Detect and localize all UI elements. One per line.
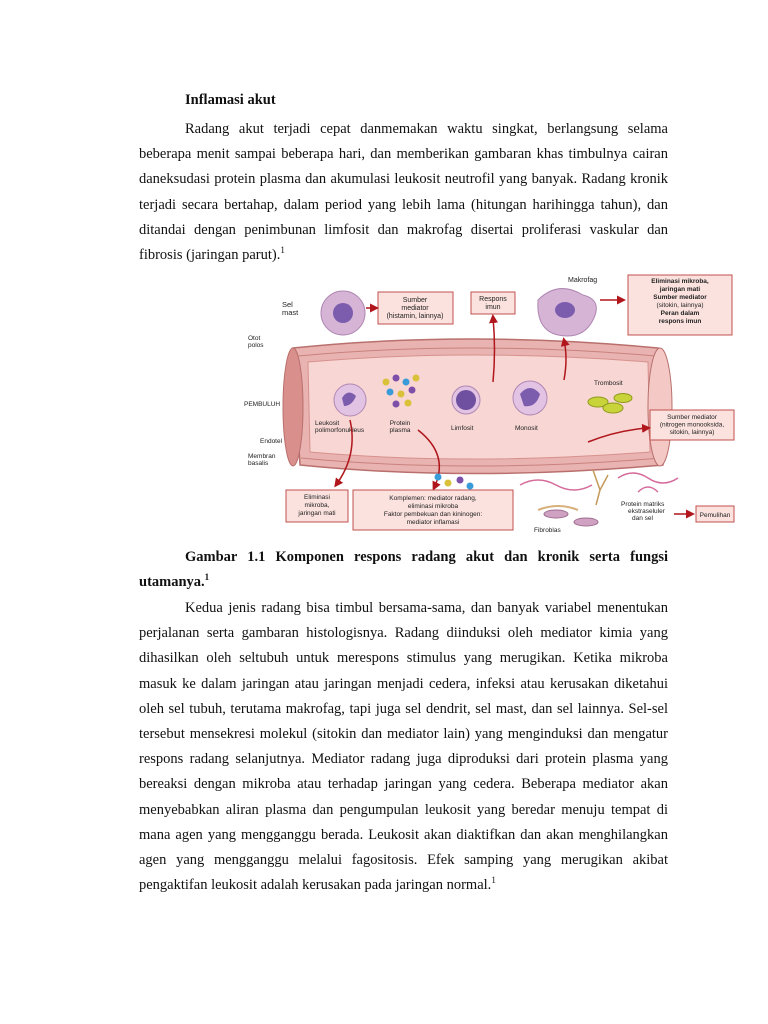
leukocyte-cell <box>334 384 366 416</box>
label-eliminasi-bottom-left: Eliminasi mikroba, jaringan mati <box>298 494 336 517</box>
label-pemulihan: Pemulihan <box>699 512 731 519</box>
label-fibroblas: Fibroblas <box>534 527 561 534</box>
paragraph-1 <box>139 117 668 268</box>
label-komplemen: Komplemen: mediator radang, eliminasi mikroba Faktor pembekuan dan kininogen: mediator inflamasi <box>383 495 483 526</box>
label-sumber-mediator-right: Sumber mediator (nitrogen monooksida, sitokin, lainnya) <box>659 414 725 436</box>
paragraph-2-citation: 1 <box>491 875 496 886</box>
label-pembuluh: PEMBULUH <box>244 401 281 408</box>
macrophage-cell <box>538 289 597 336</box>
label-trombosit: Trombosit <box>594 380 623 387</box>
label-protein-plasma: Protein plasma <box>389 420 411 434</box>
label-sumber-mediator-top: Sumber mediator (histamin, lainnya) <box>386 297 444 320</box>
mast-cell <box>321 291 365 335</box>
fibroblast-matrix <box>520 470 678 526</box>
paragraph-1-text: Radang akut terjadi cepat danmemakan waktu singkat, berlangsung selama beberapa menit sampai beberapa hari, dan memberikan gambaran khas timbulnya cairan daneksudasi protein plasma dan akumulasi leukosit neutrofil yang banyak. Radang kronik terjadi secara bertahap, dalam period yang lebih lama (hitungan harihingga tahun), dan ditandai dengan penimbunan limfosit dan makrofag disertai proliferasi vaskular dan fibrosis (jaringan parut). <box>139 121 668 264</box>
paragraph-2-text: Kedua jenis radang bisa timbul bersama-sama, dan banyak variabel menentukan perjalanan serta gambaran histologisnya. Radang diinduksi oleh mediator kimia yang dihasilkan oleh seltubuh untuk merespons stimulus yang merugikan. Ketika mikroba masuk ke dalam jaringan atau jaringan menjadi cedera, infeksi atau kerusakan diketahui oleh sel tubuh, terutama makrofag, tapi juga sel dendrit, sel mast, dan sel lainnya. Sel-sel tersebut mensekresi molekul (sitokin dan mediator lain) yang menginduksi dan mengatur respons radang selanjutnya. Mediator radang juga diproduksi dari protein plasma yang bereaksi dengan mikroba atau terhadap jaringan yang cedera. Beberapa mediator akan menyebabkan aliran plasma dan pengumpulan leukosit yang beredar menuju tempat di mana agen yang mengganggu berada. Leukosit akan diaktifkan dan akan menghilangkan agen yang mengganggu melalui fagositosis. Efek samping yang merugikan akibat pengaktifan leukosit adalah kerusakan pada jaringan normal. <box>139 600 668 894</box>
label-respons-imun: Respons imun <box>479 296 507 311</box>
figure-inflammation-diagram <box>238 270 738 540</box>
label-eliminasi-top-right: Eliminasi mikroba, jaringan mati Sumber mediator (sitokin, lainnya) Peran dalam respons imun <box>651 278 709 325</box>
label-protein-matriks: Protein matriks ekstraseluler dan sel <box>621 501 665 522</box>
label-makrofag: Makrofag <box>568 277 598 284</box>
label-membran-basalis: Membran basalis <box>248 453 276 467</box>
figure-caption-citation: 1 <box>204 572 210 583</box>
label-limfosit: Limfosit <box>451 425 474 432</box>
section-heading: Inflamasi akut <box>185 92 276 108</box>
label-sel-mast: Sel mast <box>282 300 299 317</box>
paragraph-2 <box>139 596 668 898</box>
label-monosit: Monosit <box>515 425 538 432</box>
label-leukosit: Leukosit polimorfonukleus <box>315 420 365 434</box>
mediator-particles <box>435 474 474 490</box>
paragraph-1-citation: 1 <box>280 245 285 256</box>
label-endotel: Endotel <box>260 438 283 445</box>
label-otot-polos: Otot polos <box>248 335 264 349</box>
figure-caption <box>139 545 668 595</box>
lymphocyte-cell <box>452 386 480 414</box>
monocyte-cell <box>513 381 547 415</box>
figure-caption-text: Gambar 1.1 Komponen respons radang akut dan kronik serta fungsi utamanya. <box>139 549 668 591</box>
